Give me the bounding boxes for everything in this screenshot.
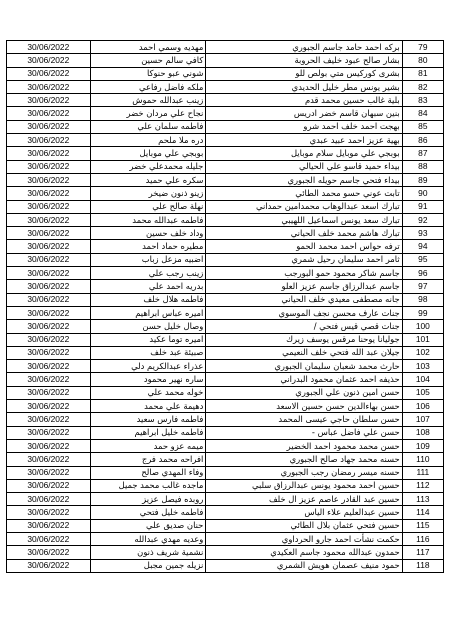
row-number: 97 [402,280,443,293]
row-date: 30/06/2022 [7,280,91,293]
row-mother-name: فاطمه فارس سعيد [90,413,206,426]
row-full-name: حمود منيف عصمان هويش الشمري [206,559,402,572]
row-date: 30/06/2022 [7,466,91,479]
row-mother-name: بوبجي علي موبايل [90,147,206,160]
row-full-name: بشرى كوركيس متي بولص للو [206,67,402,80]
row-date: 30/06/2022 [7,506,91,519]
table-row [7,559,444,572]
row-full-name: حارث محمد شعبان سليمان الجبوري [206,360,402,373]
table-row [7,346,444,359]
row-full-name: بيداء فتحي جاسم حويله الجبوري [206,173,402,186]
row-date: 30/06/2022 [7,187,91,200]
row-number: 109 [402,439,443,452]
table-row [7,94,444,107]
row-number: 114 [402,506,443,519]
row-mother-name: ماجده غالب محمد جميل [90,479,206,492]
row-mother-name: حنان صديق علي [90,519,206,532]
row-full-name: بلية غالب حسين محمد قدم [206,94,402,107]
row-date: 30/06/2022 [7,306,91,319]
row-number: 113 [402,493,443,506]
table-row [7,187,444,200]
row-number: 91 [402,200,443,213]
row-mother-name: نشمية شريف ذنون [90,546,206,559]
row-full-name: ثامر احمد سليمان رحيل شمري [206,253,402,266]
row-number: 85 [402,120,443,133]
row-full-name: حكمت نشأت احمد جارو الحرداوي [206,532,402,545]
row-full-name: جنات عارف محسن نجف الموسوي [206,306,402,319]
table-row [7,80,444,93]
row-date: 30/06/2022 [7,67,91,80]
records-table [6,40,444,573]
row-date: 30/06/2022 [7,360,91,373]
row-mother-name: نزيله جمين مجبل [90,559,206,572]
table-row [7,439,444,452]
table-row [7,67,444,80]
table-row [7,546,444,559]
row-full-name: حسن علي فاضل عباس - [206,426,402,439]
row-date: 30/06/2022 [7,173,91,186]
table-row [7,466,444,479]
table-row [7,293,444,306]
row-full-name: جيلان عبد الله فتحي خلف النعيمي [206,346,402,359]
row-date: 30/06/2022 [7,120,91,133]
row-mother-name: خوله محمد علي [90,386,206,399]
table-row [7,147,444,160]
row-number: 92 [402,213,443,226]
table-row [7,413,444,426]
row-date: 30/06/2022 [7,519,91,532]
row-number: 108 [402,426,443,439]
table-row [7,320,444,333]
row-mother-name: زينو ذنون ضيخر [90,187,206,200]
row-mother-name: اضبيه مزعل زباب [90,253,206,266]
row-date: 30/06/2022 [7,147,91,160]
row-mother-name: نهلة صالح علي [90,200,206,213]
row-date: 30/06/2022 [7,439,91,452]
row-mother-name: بدريه احمد علي [90,280,206,293]
row-mother-name: اميره توما عكيد [90,333,206,346]
table-row [7,134,444,147]
row-date: 30/06/2022 [7,213,91,226]
row-date: 30/06/2022 [7,493,91,506]
row-number: 111 [402,466,443,479]
row-number: 82 [402,80,443,93]
table-row [7,386,444,399]
row-number: 80 [402,54,443,67]
row-full-name: جوليانا يوحنا مرقس يوسف زيرك [206,333,402,346]
row-full-name: حسين عبد القادر عاصم عزيز ال خلف [206,493,402,506]
row-mother-name: نجاح علي مردان خضر [90,107,206,120]
row-full-name: تبارك اسعد عبدالوهاب محمدامين حمداني [206,200,402,213]
row-date: 30/06/2022 [7,400,91,413]
table-row [7,506,444,519]
table-row [7,227,444,240]
records-sheet [6,40,444,573]
row-number: 96 [402,267,443,280]
table-row [7,519,444,532]
row-date: 30/06/2022 [7,267,91,280]
row-date: 30/06/2022 [7,54,91,67]
row-number: 95 [402,253,443,266]
table-row [7,426,444,439]
row-number: 104 [402,373,443,386]
row-mother-name: وفاء المهدي صالح [90,466,206,479]
row-full-name: حسنه محمد جهاد صالح الجبوري [206,453,402,466]
row-number: 93 [402,227,443,240]
row-full-name: حسن بهاءالدين حسن حسين الاسعد [206,400,402,413]
row-number: 107 [402,413,443,426]
row-number: 79 [402,41,443,54]
row-full-name: حسن محمد محمود احمد الخضير [206,439,402,452]
row-date: 30/06/2022 [7,160,91,173]
row-full-name: حسنه ميسر رمضان رجب الجبوري [206,466,402,479]
row-date: 30/06/2022 [7,94,91,107]
row-full-name: بنين سبهان قاسم خضر ادريس [206,107,402,120]
row-date: 30/06/2022 [7,253,91,266]
row-mother-name: روبده فيصل عزيز [90,493,206,506]
table-row [7,306,444,319]
row-mother-name: فاطمه عبدالله محمد [90,213,206,226]
row-mother-name: ساره نهير محمود [90,373,206,386]
row-number: 101 [402,333,443,346]
row-mother-name: وعديه مهدي عبدالله [90,532,206,545]
row-mother-name: مهديه وسمي احمد [90,41,206,54]
row-date: 30/06/2022 [7,107,91,120]
row-date: 30/06/2022 [7,386,91,399]
row-full-name: حمدون عبدالله محمود جاسم العكيدي [206,546,402,559]
row-number: 94 [402,240,443,253]
row-mother-name: فاطمه هلال خلف [90,293,206,306]
table-row [7,280,444,293]
row-number: 89 [402,173,443,186]
row-full-name: بيداء حميد قاسو علي الحيالي [206,160,402,173]
row-number: 84 [402,107,443,120]
row-date: 30/06/2022 [7,453,91,466]
row-number: 81 [402,67,443,80]
table-row [7,107,444,120]
row-number: 87 [402,147,443,160]
row-full-name: بشير يونس مطر خليل الحديدي [206,80,402,93]
row-number: 103 [402,360,443,373]
row-mother-name: شوني عبو حنوكا [90,67,206,80]
row-mother-name: افراحه محمد فرج [90,453,206,466]
row-full-name: تبارك هاشم محمد خلف الحياني [206,227,402,240]
table-row [7,532,444,545]
row-date: 30/06/2022 [7,320,91,333]
row-number: 90 [402,187,443,200]
row-full-name: بوبجي علي موبايل سلام موبايل [206,147,402,160]
row-full-name: جاسم شاكر محمود حمو البورجب [206,267,402,280]
row-number: 99 [402,306,443,319]
row-number: 106 [402,400,443,413]
table-row [7,400,444,413]
row-mother-name: وصال خليل حسن [90,320,206,333]
row-date: 30/06/2022 [7,346,91,359]
row-number: 83 [402,94,443,107]
row-number: 118 [402,559,443,572]
row-number: 98 [402,293,443,306]
row-full-name: جنات قصي قيس فتحي / [206,320,402,333]
table-row [7,493,444,506]
row-date: 30/06/2022 [7,373,91,386]
row-full-name: بشار صالح عبود خليف الحروبة [206,54,402,67]
table-row [7,373,444,386]
table-row [7,453,444,466]
table-row [7,479,444,492]
table-row [7,240,444,253]
records-table-body [7,41,444,573]
row-date: 30/06/2022 [7,413,91,426]
row-full-name: بهية عزيز احمد عبيد عبدي [206,134,402,147]
row-date: 30/06/2022 [7,426,91,439]
row-date: 30/06/2022 [7,532,91,545]
row-date: 30/06/2022 [7,41,91,54]
row-number: 112 [402,479,443,492]
row-date: 30/06/2022 [7,559,91,572]
row-mother-name: وداد خلف حسين [90,227,206,240]
row-full-name: بركه احمد حامد جاسم الجبوري [206,41,402,54]
row-mother-name: عذراء عبدالكريم دلي [90,360,206,373]
table-row [7,213,444,226]
row-mother-name: مطيره حماد احمد [90,240,206,253]
row-full-name: جانه مصطفى معيدي خلف الحياني [206,293,402,306]
row-date: 30/06/2022 [7,293,91,306]
row-mother-name: صبيئة عبد خلف [90,346,206,359]
row-mother-name: دهيمة علي محمد [90,400,206,413]
row-number: 102 [402,346,443,359]
row-mother-name: زينب عبدالله حموش [90,94,206,107]
table-row [7,41,444,54]
row-number: 100 [402,320,443,333]
row-date: 30/06/2022 [7,227,91,240]
row-full-name: حذيفه احمد عثمان محمود البدراني [206,373,402,386]
row-full-name: حسين عبدالعليم علاء الياس [206,506,402,519]
row-number: 117 [402,546,443,559]
row-full-name: تبارك سعد يونس اسماعيل اللهيبي [206,213,402,226]
row-full-name: حسين فتحي عثمان بلال الطائي [206,519,402,532]
row-mother-name: اميره عباس ابراهيم [90,306,206,319]
table-row [7,120,444,133]
row-number: 116 [402,532,443,545]
row-full-name: حسن سلطان حاجي عيسى المحمد [206,413,402,426]
table-row [7,200,444,213]
row-number: 88 [402,160,443,173]
row-mother-name: زينب رجب علي [90,267,206,280]
row-date: 30/06/2022 [7,80,91,93]
row-date: 30/06/2022 [7,479,91,492]
row-mother-name: ملكه فاضل رفاعي [90,80,206,93]
row-mother-name: فاطمه خليل فتحي [90,506,206,519]
row-full-name: حسن امين ذنون علي الجبوري [206,386,402,399]
row-mother-name: كافي سالم حسين [90,54,206,67]
row-mother-name: سكره علي حميد [90,173,206,186]
row-number: 110 [402,453,443,466]
row-mother-name: دره ملا ملحم [90,134,206,147]
table-row [7,54,444,67]
row-date: 30/06/2022 [7,134,91,147]
table-row [7,360,444,373]
row-full-name: حسين احمد محمود يونس عبدالرزاق سلبي [206,479,402,492]
row-full-name: جاسم عبدالرزاق جاسم عزيز العلو [206,280,402,293]
row-number: 105 [402,386,443,399]
row-mother-name: ميمه عزو حمد [90,439,206,452]
row-number: 115 [402,519,443,532]
row-mother-name: فاطمه سلمان علي [90,120,206,133]
table-row [7,173,444,186]
table-row [7,253,444,266]
row-full-name: تابت عوني حسو محمد الطائي [206,187,402,200]
table-row [7,333,444,346]
row-full-name: ترفه حواس احمد محمد الحمو [206,240,402,253]
row-date: 30/06/2022 [7,200,91,213]
row-date: 30/06/2022 [7,546,91,559]
row-date: 30/06/2022 [7,333,91,346]
table-row [7,267,444,280]
table-row [7,160,444,173]
row-full-name: بهجت احمد خلف احمد شرو [206,120,402,133]
row-mother-name: جليله محمدعلي خضر [90,160,206,173]
row-mother-name: فاطمه خليل ابراهيم [90,426,206,439]
row-number: 86 [402,134,443,147]
row-date: 30/06/2022 [7,240,91,253]
